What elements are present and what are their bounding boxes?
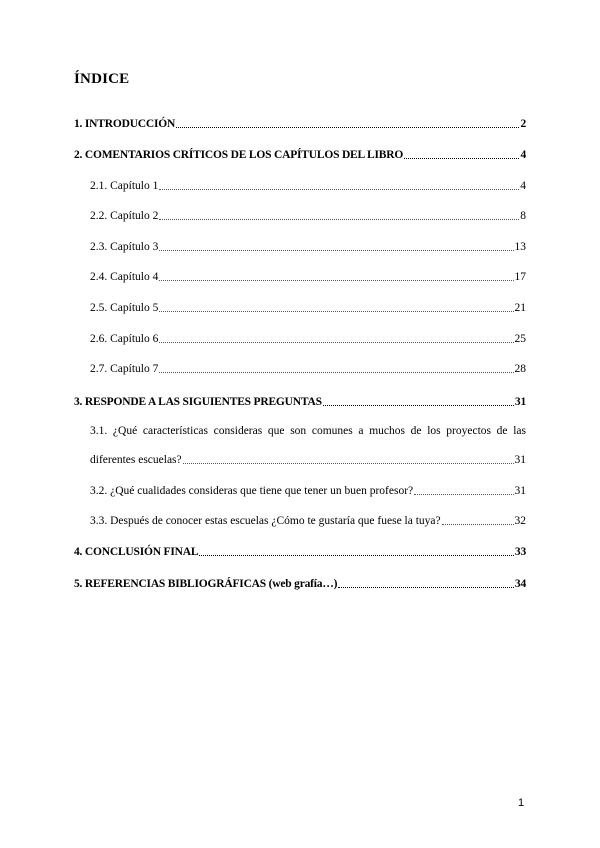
dot-leader [159,310,513,312]
toc-entry-label: diferentes escuelas? [90,454,182,466]
toc-entry-pregunta-1-line1[interactable]: 3.1. ¿Qué características consideras que son comunes a muchos de los proyectos de las [90,425,526,437]
dot-leader [442,523,514,525]
toc-entry-label: 5. REFERENCIAS BIBLIOGRÁFICAS (web grafía…) [74,578,338,590]
toc-entry-pregunta-1[interactable] [90,453,526,467]
dot-leader [199,554,514,556]
toc-entry-label: 2.4. Capítulo 4 [90,271,159,283]
toc-entry-label: 3.3. Después de conocer estas escuelas ¿Cómo te gustaría que fuese la tuya? [90,515,441,527]
dot-leader [183,462,514,464]
toc-entry-capitulo-7[interactable] [90,362,526,376]
toc-entry-label: 1. INTRODUCCIÓN [74,118,176,130]
toc-entry-label: 2.3. Capítulo 3 [90,241,159,253]
toc-entry-label: 2. COMENTARIOS CRÍTICOS DE LOS CAPÍTULOS DEL LIBRO [74,149,404,161]
toc-title: ÍNDICE [74,71,130,87]
toc-entry-introduccion[interactable] [74,117,526,131]
dot-leader [159,371,513,373]
toc-entry-capitulo-6[interactable] [90,332,526,346]
toc-entry-comentarios[interactable] [74,148,526,162]
dot-leader [159,218,519,220]
dot-leader [159,188,519,190]
toc-entry-capitulo-5[interactable] [90,301,526,315]
dot-leader [414,493,513,495]
page-number: 1 [518,797,525,809]
toc-entry-page: 17 [514,271,526,283]
toc-entry-label: 3. RESPONDE A LAS SIGUIENTES PREGUNTAS [74,396,322,408]
toc-entry-page: 8 [520,210,526,222]
toc-entry-label: 3.2. ¿Qué cualidades consideras que tiene que tener un buen profesor? [90,485,414,497]
toc-entry-capitulo-4[interactable] [90,270,526,284]
toc-entry-page: 28 [514,363,526,375]
toc-entry-page: 25 [514,333,526,345]
toc-entry-capitulo-1[interactable] [90,179,526,193]
toc-entry-page: 31 [514,485,526,497]
toc-entry-page: 33 [514,546,526,558]
toc-entry-page: 31 [514,396,526,408]
dot-leader [159,341,513,343]
dot-leader [159,279,513,281]
toc-entry-capitulo-2[interactable] [90,209,526,223]
toc-entry-label: 4. CONCLUSIÓN FINAL [74,546,199,558]
dot-leader [323,404,514,406]
toc-entry-label: 2.7. Capítulo 7 [90,363,159,375]
toc-entry-referencias[interactable] [74,577,526,591]
toc-entry-page: 31 [514,454,526,466]
toc-entry-pregunta-3[interactable] [90,514,526,528]
dot-leader [159,249,513,251]
toc-entry-page: 21 [514,302,526,314]
dot-leader [176,126,519,128]
toc-entry-page: 4 [520,180,526,192]
toc-entry-page: 13 [514,241,526,253]
toc-entry-preguntas[interactable] [74,395,526,409]
toc-entry-label: 2.5. Capítulo 5 [90,302,159,314]
toc-entry-page: 34 [514,578,526,590]
dot-leader [338,586,514,588]
toc-entry-page: 2 [520,118,526,130]
toc-entry-pregunta-2[interactable] [90,484,526,498]
toc-entry-conclusion[interactable] [74,545,526,559]
toc-entry-label: 2.2. Capítulo 2 [90,210,159,222]
toc-entry-page: 4 [520,149,526,161]
dot-leader [404,157,519,159]
toc-entry-capitulo-3[interactable] [90,240,526,254]
toc-entry-page: 32 [514,515,526,527]
toc-entry-label: 2.6. Capítulo 6 [90,333,159,345]
toc-entry-label: 2.1. Capítulo 1 [90,180,159,192]
